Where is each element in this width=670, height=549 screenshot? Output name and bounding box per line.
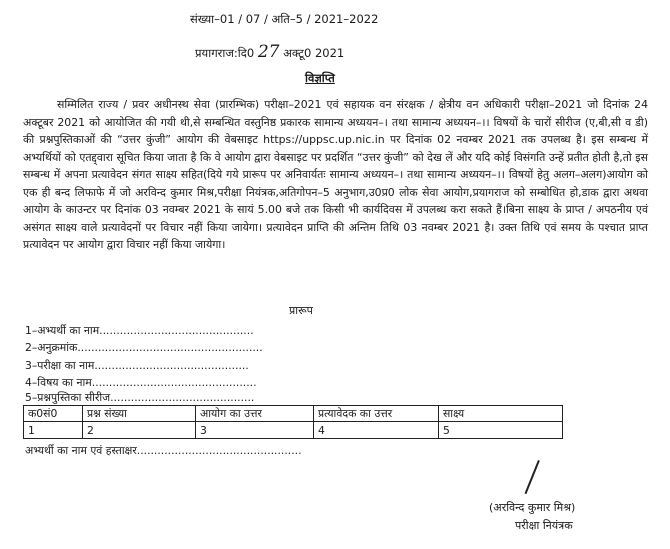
table-header-cell: प्रश्न संख्या [83, 406, 196, 422]
form-field-exam-name: 3–परीक्षा का नाम............................................. [25, 359, 249, 372]
candidate-signature-line: अभ्यर्थी का नाम एवं हस्ताक्षर................................................ [25, 444, 302, 457]
form-heading: प्रारूप [289, 304, 313, 317]
signatory-name: (अरविन्द कुमार मिश्र) [489, 501, 576, 514]
representation-table [23, 405, 563, 439]
date-rest: अक्टू0 2021 [283, 46, 345, 60]
notice-body: सम्मिलित राज्य / प्रवर अधीनस्थ सेवा (प्रारम्भिक) परीक्षा–2021 एवं सहायक वन संरक्षक / क्षेत्रीय वन अधिकारी परीक्षा–2021 जो दिनांक 24 अक्टूबर 2021 को आयोजित की गयी थी,से सम्बन्धित वस्तुनिष्ठ प्रकारक सामान्य अध्ययन–। तथा सामान्य अध्ययन–।। विषयों के चारों सीरीज (ए,बी,सी व डी) की प्रश्नपुस्तिकाओं की “उत्तर कुंजी” आयोग की वेबसाइट https://uppsc.up.nic.in पर दिनांक 02 नवम्बर 2021 तक उपलब्ध है। इस सम्बन्ध में अभ्यर्थियों को एतद्द्वारा सूचित किया जाता है कि वे आयोग द्वारा वेबसाइट पर प्रदर्शित “उत्तर कुंजी” को देख लें और यदि कोई विसंगति उन्हें प्रतीत होती है,तो इस सम्बन्ध में अपना प्रत्यावेदन संगत साक्ष्य सहित(दिये गये प्रारूप पर अनिवार्यतः सामान्य अध्ययन–। तथा सामान्य अध्ययन–।। विषयों हेतु अलग–अलग)आयोग को एक ही बन्द लिफाफे में जो अरविन्द कुमार मिश्र,परीक्षा नियंत्रक,अतिगोपन–5 अनुभाग,उ0प्र0 लोक सेवा आयोग,प्रयागराज को सम्बोधित हो,डाक द्वारा अथवा आयोग के काउन्टर पर दिनांक 03 नवम्बर 2021 के सायं 5.00 बजे तक किसी भी कार्यदिवस में उपलब्ध करा सकते हैं।बिना साक्ष्य के प्राप्त / अपठनीय एवं असंगत साक्ष्य वाले प्रत्यावेदनों पर विचार नहीं किया जायेगा। प्रत्यावेदन प्राप्ति की अन्तिम तिथि 03 नवम्बर 2021 है। उक्त तिथि एवं समय के पश्चात प्राप्त प्रत्यावेदन पर आयोग द्वारा विचार नहीं किया जायेगा। [23, 98, 648, 251]
signatory-designation: परीक्षा नियंत्रक [515, 519, 573, 532]
table-header-cell: साक्ष्य [439, 406, 563, 422]
table-cell: 3 [196, 422, 314, 439]
form-field-candidate-name: 1–अभ्यर्थी का नाम............................................. [25, 324, 254, 337]
reference-number: संख्या–01 / 07 / अति–5 / 2021–2022 [190, 12, 379, 26]
table-header-cell: आयोग का उत्तर [196, 406, 314, 422]
signature-mark [525, 460, 540, 494]
form-field-subject-name: 4–विषय का नाम................................................ [25, 376, 257, 389]
table-row [24, 422, 563, 439]
form-field-booklet-series: 5–प्रश्नपुस्तिका सीरीज.......................................... [25, 391, 255, 404]
table-header-row [24, 406, 563, 422]
date-prefix: प्रयागराज:दि0 [195, 46, 255, 60]
table-cell: 2 [83, 422, 196, 439]
form-field-roll-number: 2–अनुक्रमांक...................................................... [25, 341, 263, 354]
issue-date [195, 42, 344, 62]
notice-title: विज्ञप्ति [305, 71, 335, 85]
table-cell: 4 [314, 422, 439, 439]
table-cell: 5 [439, 422, 563, 439]
table-header-cell: प्रत्यावेदक का उत्तर [314, 406, 439, 422]
table-cell: 1 [24, 422, 83, 439]
date-day-handwritten: 27 [257, 42, 280, 62]
table-header-cell: क0सं0 [24, 406, 83, 422]
